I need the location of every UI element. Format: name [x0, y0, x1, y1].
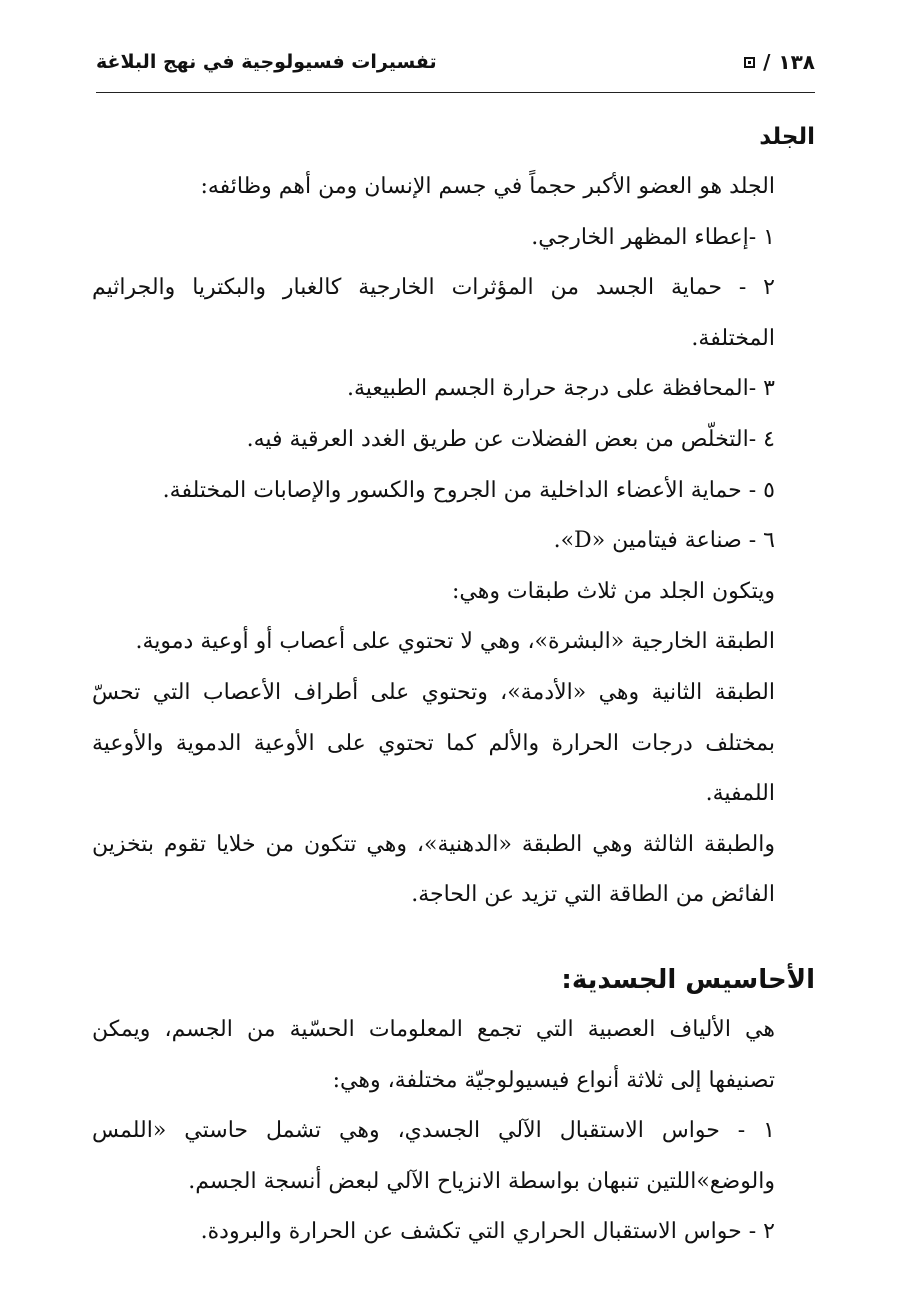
paragraph-skin-intro: الجلد هو العضو الأكبر حجماً في جسم الإنسان ومن أهم وظائفه: — [200, 174, 775, 199]
paragraph-senses-intro: هي الألياف العصبية التي تجمع المعلومات الحسّية من الجسم، ويمكن تصنيفها إلى ثلاثة أنواع فيسيولوجيّة مختلفة، وهي: — [92, 1016, 775, 1093]
page-separator: / — [763, 50, 771, 74]
list-item: ١ -إعطاء المظهر الخارجي. — [531, 224, 775, 250]
list-item: ٥ - حماية الأعضاء الداخلية من الجروح والكسور والإصابات المختلفة. — [162, 477, 775, 503]
square-ornament-icon — [744, 57, 755, 68]
paragraph-layer: الطبقة الخارجية «البشرة»، وهي لا تحتوي على أعصاب أو أوعية دموية. — [135, 629, 775, 655]
list-item: ٣ -المحافظة على درجة حرارة الجسم الطبيعية. — [346, 376, 775, 402]
list-item: ٢ - حماية الجسد من المؤثرات الخارجية كالغبار والبكتريا والجراثيم المختلفة. — [92, 275, 775, 351]
section-heading-skin: الجلد — [759, 124, 815, 150]
paragraph-layer: الطبقة الثانية وهي «الأدمة»، وتحتوي على أطراف الأعصاب التي تحسّ بمختلف درجات الحرارة والألم كما تحتوي على الأوعية الدموية والأوعية اللمفية. — [92, 679, 776, 807]
book-title: تفسيرات فسيولوجية في نهج البلاغة — [96, 51, 437, 73]
paragraph-layers-intro: ويتكون الجلد من ثلاث طبقات وهي: — [451, 578, 775, 604]
running-header — [96, 42, 815, 82]
list-item: ٢ - حواس الاستقبال الحراري التي تكشف عن الحرارة والبرودة. — [200, 1219, 775, 1245]
list-item: ٤ -التخلّص من بعض الفضلات عن طريق الغدد العرقية فيه. — [246, 426, 775, 452]
header-divider — [96, 92, 815, 93]
paragraph-layer: والطبقة الثالثة وهي الطبقة «الدهنية»، وهي تتكون من خلايا تقوم بتخزين الفائض من الطاقة التي تزيد عن الحاجة. — [92, 831, 775, 908]
section-heading-somatic-senses: الأحاسيس الجسدية: — [561, 964, 815, 995]
list-item: ١ - حواس الاستقبال الآلي الجسدي، وهي تشمل حاستي «اللمس والوضع»اللتين تنبهان بواسطة الانزياح الآلي لبعض أنسجة الجسم. — [92, 1118, 775, 1194]
page-body — [92, 112, 815, 1258]
page-number: ١٣٨ — [778, 50, 815, 74]
list-item: ٦ - صناعة فيتامين «D». — [553, 528, 775, 554]
section-spacer — [92, 921, 815, 955]
page-number-block — [744, 50, 815, 74]
